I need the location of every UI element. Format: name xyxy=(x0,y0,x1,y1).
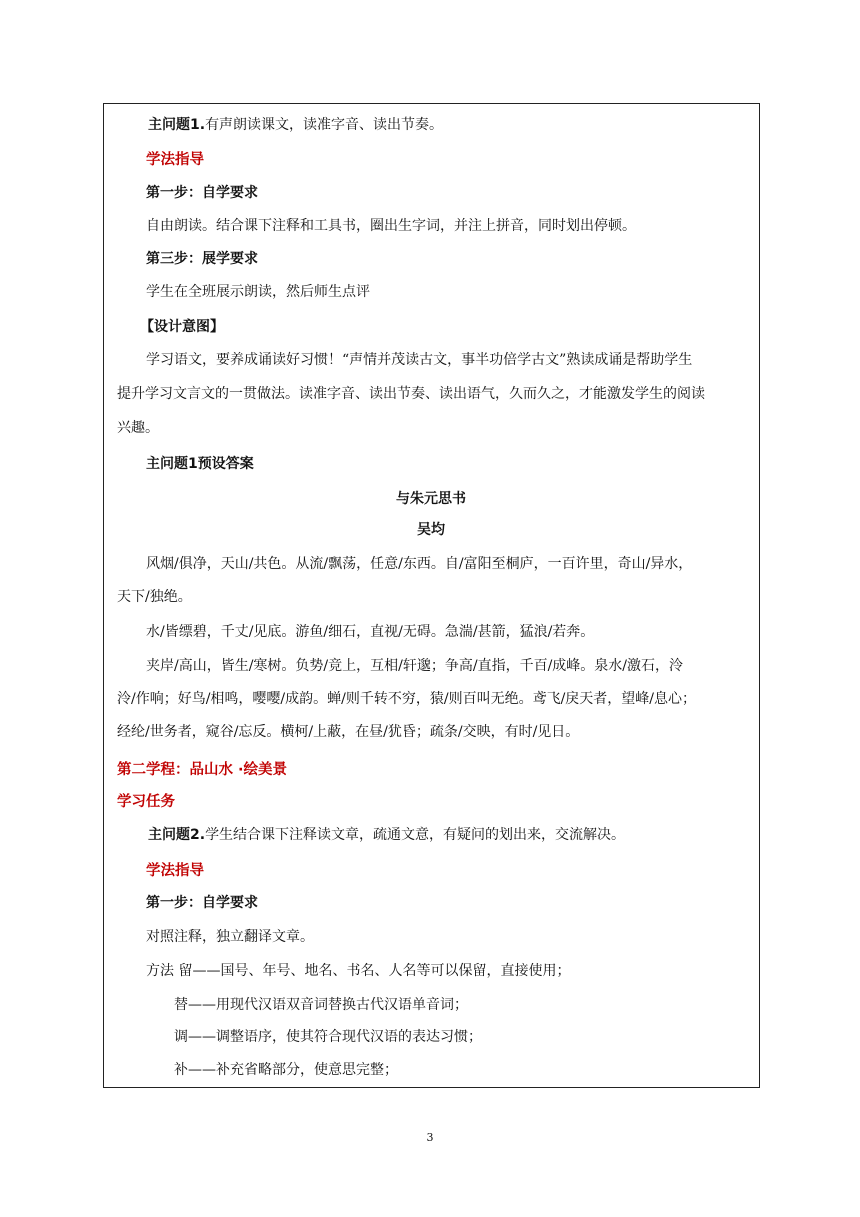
step1-text-1: 自由朗读。结合课下注释和工具书，圈出生字词，并注上拼音，同时划出停顿。 xyxy=(146,218,636,234)
poem-title: 与朱元思书 xyxy=(396,491,466,507)
method-line-3: 调——调整语序，使其符合现代汉语的表达习惯； xyxy=(174,1029,482,1045)
step3-heading: 第三步：展学要求 xyxy=(146,251,258,267)
step1-text-2: 对照注释，独立翻译文章。 xyxy=(146,929,314,945)
poem-para3-line3: 经纶/世务者，窥谷/忘反。横柯/上蔽，在昼/犹昏；疏条/交映，有时/见日。 xyxy=(117,724,580,740)
frame-bottom-rule xyxy=(103,1087,759,1088)
guide-heading-2: 学法指导 xyxy=(146,863,204,879)
step3-text: 学生在全班展示朗读，然后师生点评 xyxy=(146,284,370,300)
guide-heading-1: 学法指导 xyxy=(146,152,204,168)
poem-para1-line1: 风烟/俱净，天山/共色。从流/飘荡，任意/东西。自/富阳至桐庐，一百许里，奇山/异水， xyxy=(146,556,693,572)
design-line-3: 兴趣。 xyxy=(117,420,159,436)
question1-label: 主问题1. xyxy=(148,117,206,133)
poem-para3-line2: 泠/作响；好鸟/相鸣，嘤嘤/成韵。蝉/则千转不穷，猿/则百叫无绝。鸢飞/戾天者，望峰/息心； xyxy=(117,691,697,707)
design-line-1: 学习语文，要养成诵读好习惯！“声情并茂读古文，事半功倍学古文”熟读成诵是帮助学生 xyxy=(146,352,693,368)
stage2-heading: 第二学程：品山水 ·绘美景 xyxy=(117,762,288,778)
poem-author: 吴均 xyxy=(417,522,445,538)
question2 xyxy=(148,825,625,845)
question1-text: 有声朗读课文，读准字音、读出节奏。 xyxy=(205,117,444,133)
design-line-2: 提升学习文言文的一贯做法。读准字音、读出节奏、读出语气，久而久之，才能激发学生的阅读 xyxy=(117,386,705,402)
question2-label: 主问题2. xyxy=(148,827,206,843)
task-heading: 学习任务 xyxy=(117,794,175,810)
method-line-4: 补——补充省略部分，使意思完整； xyxy=(174,1062,398,1078)
answer-heading: 主问题1预设答案 xyxy=(146,456,254,472)
step1-heading-2: 第一步：自学要求 xyxy=(146,895,258,911)
question2-text: 学生结合课下注释读文章，疏通文意，有疑问的划出来，交流解决。 xyxy=(205,827,626,843)
poem-para1-line2: 天下/独绝。 xyxy=(117,589,192,605)
poem-para2-line1: 水/皆缥碧，千丈/见底。游鱼/细石，直视/无碍。急湍/甚箭，猛浪/若奔。 xyxy=(146,624,595,640)
page-number: 3 xyxy=(426,1131,434,1144)
poem-para3-line1: 夹岸/高山，皆生/寒树。负势/竞上，互相/轩邈；争高/直指，千百/成峰。泉水/激石，泠 xyxy=(146,658,684,674)
method-line-2: 替——用现代汉语双音词替换古代汉语单音词； xyxy=(174,997,468,1013)
method-line-1: 方法 留——国号、年号、地名、书名、人名等可以保留，直接使用； xyxy=(146,963,571,979)
design-intent-heading: 【设计意图】 xyxy=(140,319,224,335)
step1-heading-1: 第一步：自学要求 xyxy=(146,185,258,201)
question1 xyxy=(148,115,443,135)
